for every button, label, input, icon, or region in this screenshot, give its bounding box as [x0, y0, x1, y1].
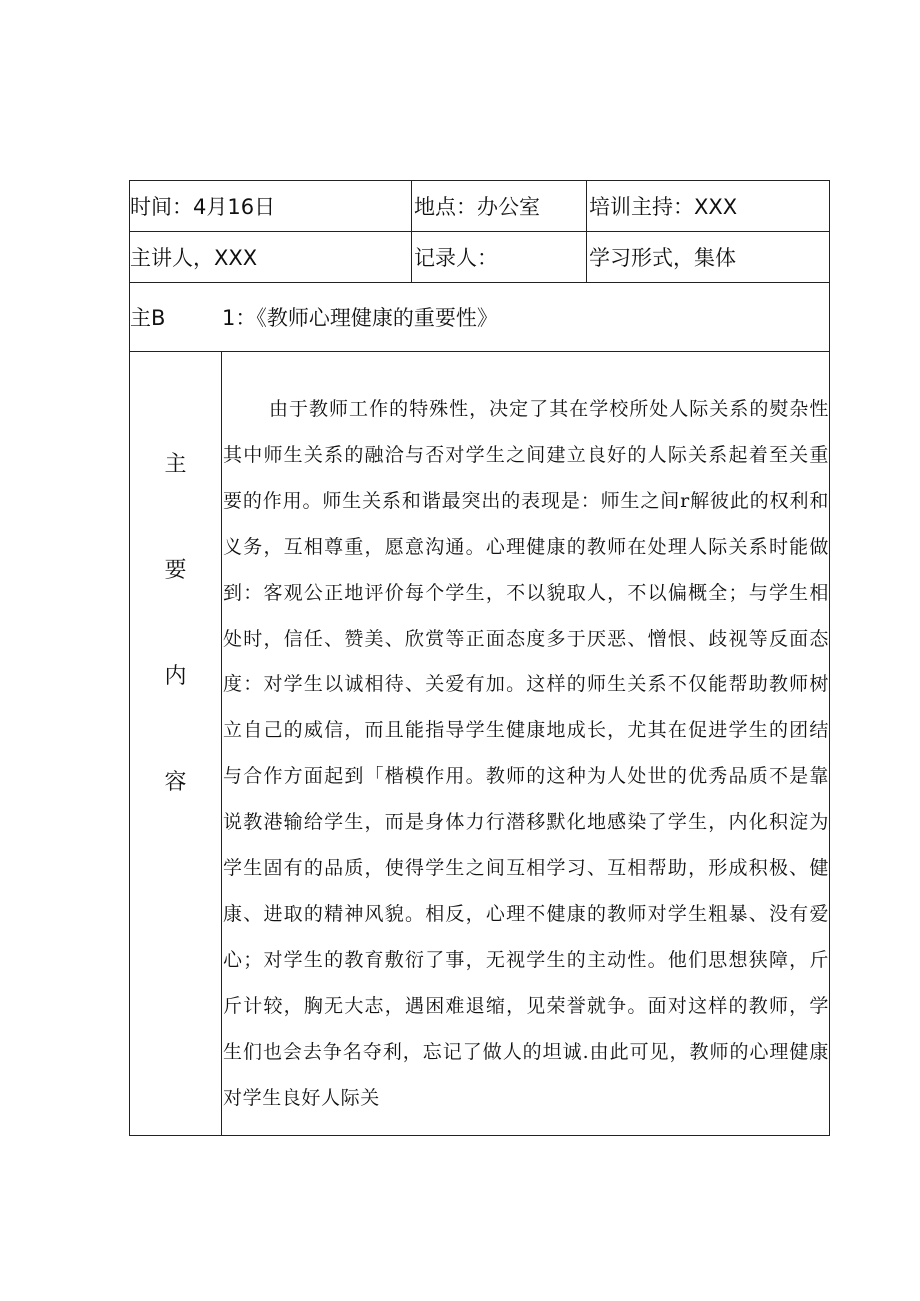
- speaker-cell: [130, 232, 412, 283]
- place-cell: [412, 181, 587, 232]
- recorder-text: 记录人：: [414, 246, 498, 270]
- subject-label: 主B: [130, 306, 166, 330]
- main-content-label-cell: [130, 352, 222, 1136]
- label-char: 容: [164, 770, 187, 795]
- host-cell: [587, 181, 830, 232]
- main-content-cell: [222, 352, 830, 1136]
- main-content-row: [130, 352, 830, 1136]
- header-row-1: [130, 181, 830, 232]
- main-content-text: 由于教师工作的特殊性，决定了其在学校所处人际关系的熨杂性其中师生关系的融洽与否对学生之间建立良好的人际关系起着至关重要的作用。师生关系和谐最突出的表现是：师生之间r解彼此的权利和义务，互相尊重，愿意沟通。心理健康的教师在处理人际关系时能做到：客观公正地评价每个学生，不以貌取人，不以偏概全；与学生相处时，信任、赞美、欣赏等正面态度多于厌恶、憎恨、歧视等反面态度：对学生以诚相待、关爱有加。这样的师生关系不仅能帮助教师树立自己的威信，而且能指导学生健康地成长，尤其在促进学生的团结与合作方面起到「楷模作用。教师的这种为人处世的优秀品质不是靠说教港输给学生，而是身体力行潜移默化地感染了学生，内化积淀为学生固有的品质，使得学生之间互相学习、互相帮助，形成积极、健康、进取的精神风貌。相反，心理不健康的教师对学生粗暴、没有爱心；对学生的教育敷衍了事，无视学生的主动性。他们思想狭障，斤斤计较，胸无大志，遇困难退缩，见荣誉就争。面对这样的教师，学生们也会去争名夺利，忘记了做人的坦诚.由此可见，教师的心理健康对学生良好人际关: [223, 398, 829, 1109]
- form-cell: [587, 232, 830, 283]
- time-text: 时间：4月16日: [130, 195, 276, 219]
- subject-line: [130, 306, 498, 330]
- place-text: 地点：办公室: [414, 195, 540, 219]
- speaker-text: 主讲人，XXX: [130, 246, 258, 270]
- label-char: 内: [164, 664, 187, 689]
- header-row-2: [130, 232, 830, 283]
- main-content-label: [130, 352, 221, 874]
- training-record-table: [129, 180, 830, 1136]
- label-char: 主: [164, 452, 187, 477]
- subject-row: [130, 283, 830, 352]
- subject-title: 1：《教师心理健康的重要性》: [222, 306, 498, 330]
- label-char: 要: [164, 558, 187, 583]
- form-text: 学习形式，集体: [589, 246, 736, 270]
- recorder-cell: [412, 232, 587, 283]
- subject-cell: [130, 283, 830, 352]
- time-cell: [130, 181, 412, 232]
- host-text: 培训主持：XXX: [589, 195, 738, 219]
